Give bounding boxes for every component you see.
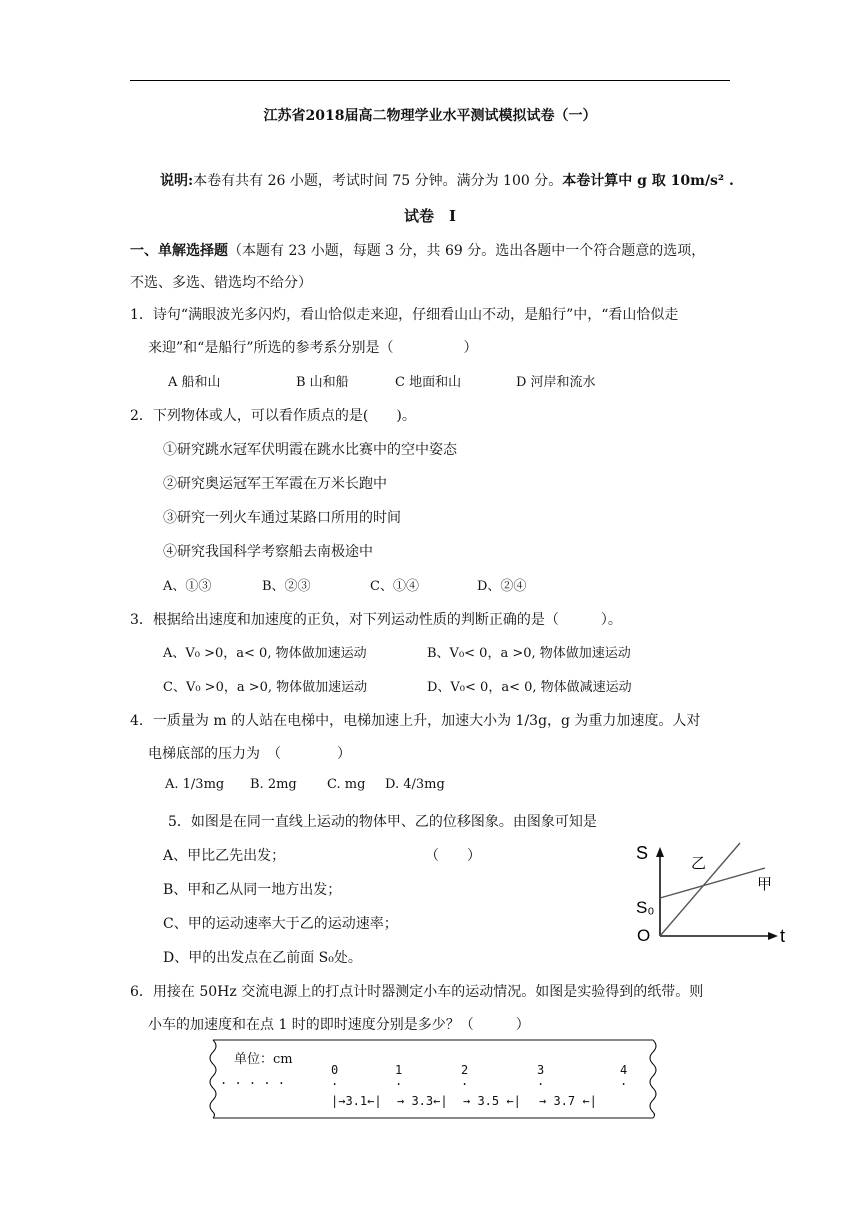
tape-point-3: 3	[537, 1063, 545, 1077]
tape-segment-3: → 3.5 ←|	[463, 1094, 521, 1108]
q4-option-c: C. mg	[327, 777, 366, 792]
paper-tape-figure	[207, 1038, 659, 1120]
q3-option-c: C、V₀ >0，a >0, 物体做加速运动	[163, 680, 368, 695]
tape-point-1: 1	[395, 1063, 403, 1077]
q2-stem: 2．下列物体或人，可以看作质点的是( )。	[130, 408, 416, 424]
q4-option-b: B. 2mg	[250, 777, 297, 792]
q3-option-a: A、V₀ >0，a< 0, 物体做加速运动	[163, 646, 367, 661]
q5-option-a: A、甲比乙先出发；	[163, 848, 286, 864]
q5-displacement-graph	[630, 835, 800, 950]
graph-y-label: S	[636, 843, 649, 863]
graph-line-yi-label: 乙	[691, 854, 707, 872]
tape-dot-4: .	[620, 1074, 628, 1088]
q5-stem: 5．如图是在同一直线上运动的物体甲、乙的位移图象。由图象可知是	[168, 814, 597, 830]
q2-item-2: ②研究奥运冠军王军霞在万米长跑中	[163, 476, 387, 492]
q2-option-c: C、①④	[370, 579, 419, 594]
instructions-label: 说明:	[160, 173, 194, 189]
section1-heading: 一、单解选择题	[130, 243, 228, 259]
q4-option-d: D. 4/3mg	[385, 777, 445, 792]
q2-option-d: D、②④	[477, 579, 527, 594]
q1-option-d: D 河岸和流水	[516, 375, 596, 390]
q1-option-b: B 山和船	[296, 375, 349, 390]
q1-option-c: C 地面和山	[395, 375, 462, 390]
q2-option-a: A、①③	[163, 579, 212, 594]
q5-option-d: D、甲的出发点在乙前面 S₀处。	[163, 950, 362, 966]
tape-segment-1: |→3.1←|	[331, 1094, 382, 1108]
q2-item-4: ④研究我国科学考察船去南极途中	[163, 544, 373, 560]
q4-line2: 电梯底部的压力为 （ ）	[148, 746, 351, 762]
top-rule	[130, 80, 730, 81]
q3-option-b: B、V₀< 0，a >0, 物体做加速运动	[427, 646, 631, 661]
q6-line1: 6．用接在 50Hz 交流电源上的打点计时器测定小车的运动情况。如图是实验得到的纸带。则	[130, 984, 704, 1000]
tape-dot-0: .	[331, 1074, 339, 1088]
tape-point-0: 0	[331, 1063, 339, 1077]
q3-stem: 3．根据给出速度和加速度的正负，对下列运动性质的判断正确的是（ ）。	[130, 612, 622, 628]
graph-s0-label: S₀	[636, 898, 655, 917]
q1-option-a: A 船和山	[168, 375, 221, 390]
instructions-bold: 本卷计算中 g 取 10m/s² .	[562, 173, 734, 189]
instructions	[160, 170, 734, 190]
page-title: 江苏省2018届高二物理学业水平测试模拟试卷（一）	[263, 108, 597, 124]
q6-line2: 小车的加速度和在点 1 时的即时速度分别是多少？（ ）	[148, 1017, 530, 1033]
q1-line1: 1．诗句“满眼波光多闪灼，看山恰似走来迎，仔细看山山不动，是船行”中，“看山恰似走	[130, 307, 679, 323]
q1-line2: 来迎”和“是船行”所选的参考系分别是（ ）	[148, 340, 478, 356]
graph-x-label: t	[780, 926, 786, 946]
y-axis-arrow-icon	[656, 847, 664, 857]
tape-dot-1: .	[395, 1074, 403, 1088]
q4-line1: 4．一质量为 m 的人站在电梯中，电梯加速上升，加速大小为 1/3g，g 为重力加速度。人对	[130, 713, 701, 729]
q2-option-b: B、②③	[262, 579, 311, 594]
tape-dot-3: .	[537, 1074, 545, 1088]
tape-point-4: 4	[620, 1063, 628, 1077]
graph-origin-label: O	[637, 926, 651, 945]
graph-line-jia-label: 甲	[757, 875, 773, 893]
section1-desc2: 不选、多选、错选均不给分）	[130, 275, 312, 291]
instructions-text: 本卷有共有 26 小题，考试时间 75 分钟。满分为 100 分。	[193, 173, 563, 189]
q2-item-1: ①研究跳水冠军伏明霞在跳水比赛中的空中姿态	[163, 442, 457, 458]
tape-segment-2: → 3.3←|	[397, 1094, 448, 1108]
q5-option-c: C、甲的运动速率大于乙的运动速率；	[163, 916, 398, 932]
q3-option-d: D、V₀< 0，a< 0, 物体做减速运动	[427, 680, 632, 695]
section1-desc1: （本题有 23 小题，每题 3 分，共 69 分。选出各题中一个符合题意的选项，	[228, 243, 706, 259]
q5-bracket: （ ）	[425, 848, 481, 864]
tape-point-2: 2	[461, 1063, 469, 1077]
section1-line1	[130, 240, 705, 260]
tape-unit-label: 单位：cm	[234, 1052, 293, 1067]
q5-option-b: B、甲和乙从同一地方出发；	[163, 882, 342, 898]
line-jia	[660, 868, 765, 898]
paper-label: 试卷 I	[403, 207, 457, 225]
q2-item-3: ③研究一列火车通过某路口所用的时间	[163, 510, 401, 526]
q4-option-a: A. 1/3mg	[165, 777, 225, 792]
x-axis-arrow-icon	[768, 932, 778, 940]
tape-lead-dots: . . . . .	[220, 1073, 286, 1087]
tape-dot-2: .	[461, 1074, 469, 1088]
tape-segment-4: → 3.7 ←|	[539, 1094, 597, 1108]
